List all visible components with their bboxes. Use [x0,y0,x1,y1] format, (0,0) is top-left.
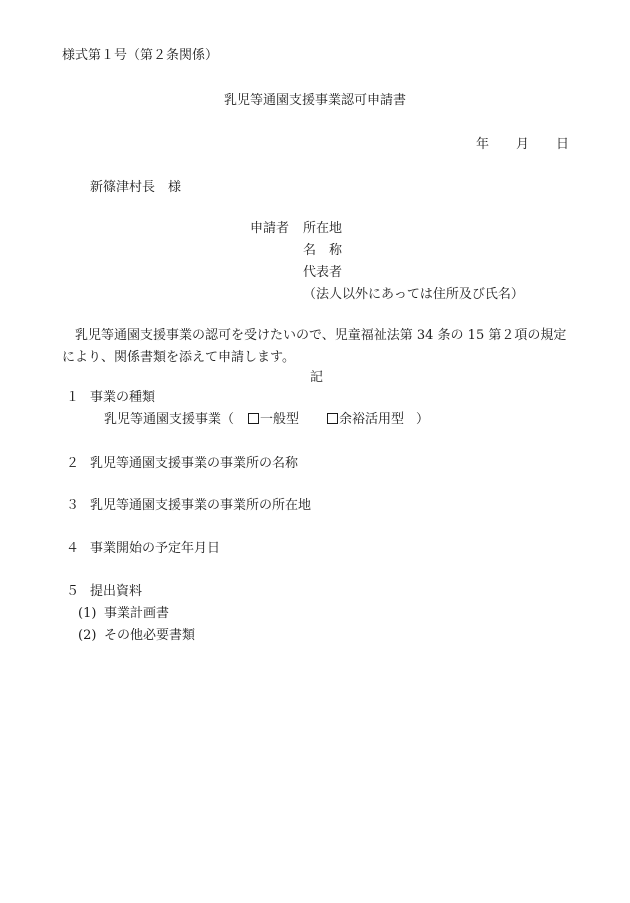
form-number: 様式第１号（第２条関係） [62,48,219,63]
document-title: 乳児等通園支援事業認可申請書 [224,93,407,108]
item-3-number: ３ [66,498,80,513]
business-type-suffix: ） [416,412,430,427]
applicant-label: 申請者 [250,221,290,236]
general-type-label: 一般型 [260,412,300,427]
item-5-label: 提出資料 [90,584,143,599]
applicant-representative-label: 代表者 [303,265,343,280]
surplus-type-checkbox[interactable] [327,413,338,424]
applicant-name-label: 名 称 [303,243,343,258]
item-1-label: 事業の種類 [90,390,156,405]
item-2-label: 乳児等通園支援事業の事業所の名称 [90,456,299,471]
applicant-address-label: 所在地 [303,221,343,236]
date-month-label: 月 [516,137,530,152]
document-2-number: (2) [78,628,97,643]
general-type-checkbox[interactable] [248,413,259,424]
item-1-number: １ [66,390,80,405]
date-year-label: 年 [476,137,490,152]
date-day-label: 日 [556,137,570,152]
document-1-number: (1) [78,606,97,621]
business-type-line [104,412,429,428]
applicant-note: （法人以外にあっては住所及び氏名） [303,287,524,302]
document-1-label: 事業計画書 [104,606,170,621]
document-2-label: その他必要書類 [104,628,196,643]
application-body-text: 乳児等通園支援事業の認可を受けたいので、児童福祉法第 34 条の 15 第２項の規定により、関係書類を添えて申請します。 [62,328,567,365]
ki-heading: 記 [310,370,324,385]
business-type-prefix: 乳児等通園支援事業（ [104,412,235,427]
item-2-number: ２ [66,456,80,471]
item-5-number: ５ [66,584,80,599]
addressee: 新篠津村長 様 [90,180,182,195]
item-4-label: 事業開始の予定年月日 [90,541,221,556]
item-3-label: 乳児等通園支援事業の事業所の所在地 [90,498,312,513]
item-4-number: ４ [66,541,80,556]
surplus-type-label: 余裕活用型 [339,412,405,427]
